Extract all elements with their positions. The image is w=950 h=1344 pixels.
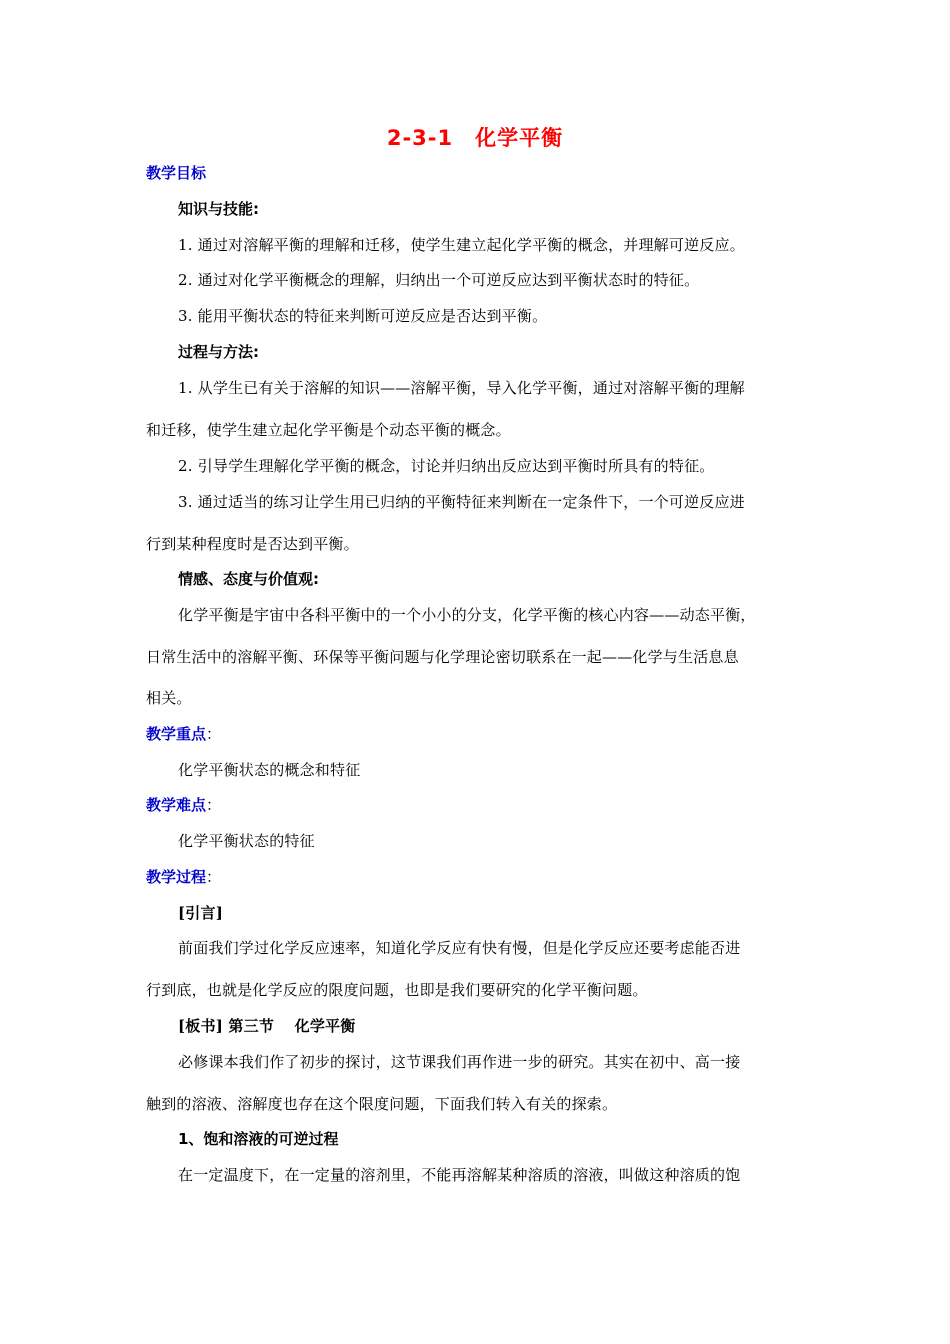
procedure-heading: 教学过程 — [146, 868, 207, 886]
knowledge-item-3: 3. 能用平衡状态的特征来判断可逆反应是否达到平衡。 — [178, 307, 548, 325]
objectives-heading: 教学目标 — [146, 164, 207, 182]
process-item-2: 2. 引导学生理解化学平衡的概念，讨论并归纳出反应达到平衡时所具有的特征。 — [178, 457, 715, 475]
emotion-line-1: 化学平衡是宇宙中各科平衡中的一个小小的分支，化学平衡的核心内容——动态平衡， — [178, 606, 756, 624]
process-item-1-line-2: 和迁移，使学生建立起化学平衡是个动态平衡的概念。 — [146, 421, 511, 439]
difficulty-heading: 教学难点 — [146, 796, 207, 814]
key-point-heading: 教学重点 — [146, 725, 207, 743]
key-point-heading-row — [146, 724, 221, 744]
paragraph-1-line-2: 触到的溶液、溶解度也存在这个限度问题，下面我们转入有关的探索。 — [146, 1095, 618, 1113]
intro-line-2: 行到底，也就是化学反应的限度问题，也即是我们要研究的化学平衡问题。 — [146, 981, 648, 999]
paragraph-1-line-1: 必修课本我们作了初步的探讨，这节课我们再作进一步的研究。其实在初中、高一接 — [178, 1053, 741, 1071]
key-point-colon: ： — [206, 725, 222, 743]
difficulty-text: 化学平衡状态的特征 — [178, 832, 315, 850]
emotion-heading: 情感、态度与价值观: — [178, 570, 319, 588]
knowledge-item-2: 2. 通过对化学平衡概念的理解，归纳出一个可逆反应达到平衡状态时的特征。 — [178, 271, 700, 289]
page-title: 2-3-1 化学平衡 — [386, 126, 564, 150]
intro-label: [引言] — [178, 904, 223, 922]
key-point-text: 化学平衡状态的概念和特征 — [178, 761, 361, 779]
section-1-heading: 1、饱和溶液的可逆过程 — [178, 1130, 339, 1148]
paragraph-2-line-1: 在一定温度下，在一定量的溶剂里，不能再溶解某种溶质的溶液，叫做这种溶质的饱 — [178, 1166, 741, 1184]
knowledge-heading: 知识与技能: — [178, 200, 259, 218]
emotion-line-3: 相关。 — [146, 689, 192, 707]
board-label: [板书] 第三节 化学平衡 — [178, 1017, 356, 1035]
difficulty-heading-row — [146, 795, 221, 815]
process-heading: 过程与方法: — [178, 343, 259, 361]
intro-line-1: 前面我们学过化学反应速率，知道化学反应有快有慢，但是化学反应还要考虑能否进 — [178, 939, 741, 957]
process-item-3-line-1: 3. 通过适当的练习让学生用已归纳的平衡特征来判断在一定条件下，一个可逆反应进 — [178, 493, 745, 511]
knowledge-item-1: 1. 通过对溶解平衡的理解和迁移，使学生建立起化学平衡的概念，并理解可逆反应。 — [178, 236, 745, 254]
procedure-heading-row — [146, 867, 221, 887]
procedure-colon: ： — [206, 868, 222, 886]
process-item-1-line-1: 1. 从学生已有关于溶解的知识——溶解平衡，导入化学平衡，通过对溶解平衡的理解 — [178, 379, 745, 397]
process-item-3-line-2: 行到某种程度时是否达到平衡。 — [146, 535, 359, 553]
emotion-line-2: 日常生活中的溶解平衡、环保等平衡问题与化学理论密切联系在一起——化学与生活息息 — [146, 648, 739, 666]
difficulty-colon: ： — [206, 796, 222, 814]
